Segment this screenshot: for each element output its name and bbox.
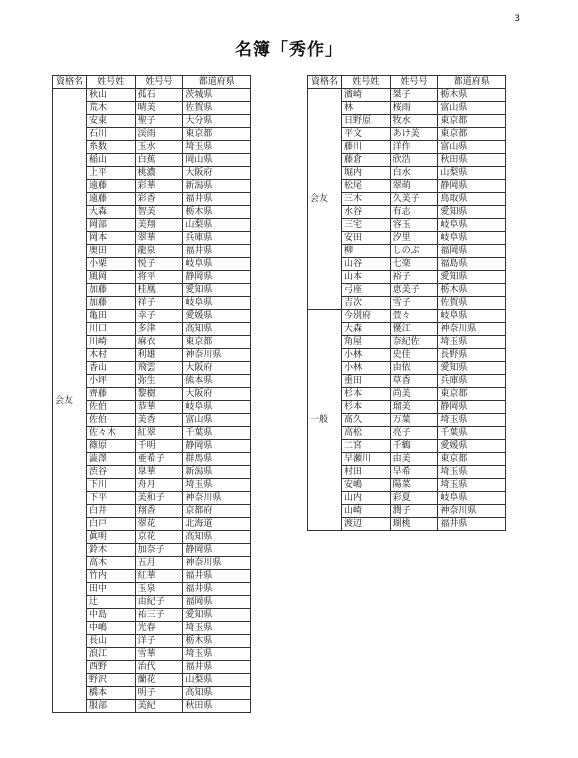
surname-cell: 安田 — [341, 232, 390, 245]
given-name-cell: 早希 — [390, 466, 438, 479]
given-name-cell: 千明 — [135, 440, 183, 453]
surname-cell: 髙久 — [341, 414, 390, 427]
prefecture-cell: 埼玉県 — [183, 648, 251, 661]
prefecture-cell: 栃木県 — [183, 635, 251, 648]
prefecture-cell: 静岡県 — [438, 180, 506, 193]
given-name-cell: 彩夏 — [390, 492, 438, 505]
surname-cell: 安東 — [86, 115, 135, 128]
prefecture-cell: 山梨県 — [438, 167, 506, 180]
surname-cell: 田中 — [86, 583, 135, 596]
given-name-cell: 亮子 — [390, 427, 438, 440]
surname-cell: 重田 — [341, 375, 390, 388]
given-name-cell: 紅翠 — [135, 427, 183, 440]
header-surname: 姓号姓 — [86, 76, 135, 89]
surname-cell: 澁澤 — [86, 453, 135, 466]
given-name-cell: 洋子 — [135, 635, 183, 648]
given-name-cell: 桃濃 — [135, 167, 183, 180]
surname-cell: 亀田 — [86, 310, 135, 323]
prefecture-cell: 福井県 — [183, 245, 251, 258]
given-name-cell: 桂凰 — [135, 284, 183, 297]
given-name-cell: 恭華 — [135, 401, 183, 414]
prefecture-cell: 高知県 — [183, 323, 251, 336]
given-name-cell: 美和子 — [135, 492, 183, 505]
surname-cell: 高木 — [86, 557, 135, 570]
surname-cell: 杉本 — [341, 388, 390, 401]
surname-cell: 竹内 — [86, 570, 135, 583]
given-name-cell: 美翔 — [135, 219, 183, 232]
prefecture-cell: 佐賀県 — [438, 297, 506, 310]
given-name-cell: 翠花 — [135, 518, 183, 531]
given-name-cell: 由美 — [390, 453, 438, 466]
header-prefecture: 都道府県 — [183, 76, 251, 89]
surname-cell: 眞明 — [86, 531, 135, 544]
given-name-cell: 祥子 — [135, 297, 183, 310]
surname-cell: 角屋 — [341, 336, 390, 349]
roster-table-right — [307, 75, 506, 531]
prefecture-cell: 高知県 — [183, 531, 251, 544]
given-name-cell: 麻衣 — [135, 336, 183, 349]
prefecture-cell: 京都府 — [183, 505, 251, 518]
given-name-cell: 幸子 — [135, 310, 183, 323]
prefecture-cell: 愛知県 — [183, 284, 251, 297]
surname-cell: 小林 — [341, 362, 390, 375]
prefecture-cell: 埼玉県 — [438, 336, 506, 349]
surname-cell: 糸数 — [86, 141, 135, 154]
given-name-cell: 翠華 — [135, 232, 183, 245]
given-name-cell: 奈紀佐 — [390, 336, 438, 349]
given-name-cell: しのぶ — [390, 245, 438, 258]
prefecture-cell: 神奈川県 — [183, 492, 251, 505]
given-name-cell: 舟月 — [135, 479, 183, 492]
given-name-cell: 光春 — [135, 622, 183, 635]
surname-cell: 三宅 — [341, 219, 390, 232]
surname-cell: 藤倉 — [341, 154, 390, 167]
qualification-cell: 一般 — [308, 310, 342, 531]
given-name-cell: 千鶴 — [390, 440, 438, 453]
given-name-cell: 多津 — [135, 323, 183, 336]
prefecture-cell: 神奈川県 — [438, 323, 506, 336]
given-name-cell: 桜雨 — [390, 102, 438, 115]
prefecture-cell: 東京都 — [183, 128, 251, 141]
given-name-cell: 皐華 — [135, 466, 183, 479]
prefecture-cell: 新潟県 — [183, 180, 251, 193]
given-name-cell: 牧水 — [390, 115, 438, 128]
surname-cell: 香山 — [86, 362, 135, 375]
prefecture-cell: 静岡県 — [183, 544, 251, 557]
given-name-cell: 白蕉 — [135, 154, 183, 167]
prefecture-cell: 神奈川県 — [183, 349, 251, 362]
prefecture-cell: 愛媛県 — [438, 440, 506, 453]
surname-cell: 佐伯 — [86, 414, 135, 427]
given-name-cell: 尚美 — [390, 388, 438, 401]
prefecture-cell: 岐阜県 — [438, 310, 506, 323]
prefecture-cell: 埼玉県 — [183, 141, 251, 154]
table-header-row — [53, 76, 251, 89]
given-name-cell: 明子 — [135, 687, 183, 700]
table-row — [53, 89, 251, 102]
given-name-cell: 有志 — [390, 206, 438, 219]
surname-cell: 高松 — [341, 427, 390, 440]
prefecture-cell: 愛知県 — [438, 271, 506, 284]
page-title: 名簿「秀作」 — [235, 40, 343, 60]
surname-cell: 荒木 — [86, 102, 135, 115]
prefecture-cell: 長野県 — [438, 349, 506, 362]
surname-cell: 橋本 — [86, 687, 135, 700]
surname-cell: 松尾 — [341, 180, 390, 193]
surname-cell: 川崎 — [86, 336, 135, 349]
surname-cell: 中嶋 — [86, 622, 135, 635]
surname-cell: 早瀬川 — [341, 453, 390, 466]
prefecture-cell: 岐阜県 — [438, 232, 506, 245]
prefecture-cell: 秋田県 — [438, 154, 506, 167]
prefecture-cell: 栃木県 — [438, 89, 506, 102]
given-name-cell: 優江 — [390, 323, 438, 336]
prefecture-cell: 山梨県 — [183, 219, 251, 232]
surname-cell: 平文 — [341, 128, 390, 141]
prefecture-cell: 千葉県 — [438, 427, 506, 440]
given-name-cell: 智美 — [135, 206, 183, 219]
prefecture-cell: 千葉県 — [183, 427, 251, 440]
prefecture-cell: 秋田県 — [183, 700, 251, 713]
given-name-cell: 玉水 — [135, 141, 183, 154]
prefecture-cell: 東京都 — [438, 453, 506, 466]
surname-cell: 今別府 — [341, 310, 390, 323]
prefecture-cell: 大阪府 — [183, 362, 251, 375]
surname-cell: 鈴木 — [86, 544, 135, 557]
surname-cell: 二宮 — [341, 440, 390, 453]
prefecture-cell: 富山県 — [183, 414, 251, 427]
surname-cell: 藤川 — [341, 141, 390, 154]
roster-table-left — [52, 75, 251, 713]
prefecture-cell: 鳥取県 — [438, 193, 506, 206]
prefecture-cell: 茨城県 — [183, 89, 251, 102]
given-name-cell: 龍泉 — [135, 245, 183, 258]
prefecture-cell: 埼玉県 — [438, 479, 506, 492]
prefecture-cell: 福井県 — [438, 518, 506, 531]
surname-cell: 日野原 — [341, 115, 390, 128]
surname-cell: 大森 — [86, 206, 135, 219]
prefecture-cell: 大阪府 — [183, 388, 251, 401]
prefecture-cell: 兵庫県 — [183, 232, 251, 245]
surname-cell: 長山 — [86, 635, 135, 648]
surname-cell: 遠藤 — [86, 193, 135, 206]
surname-cell: 岡本 — [86, 232, 135, 245]
prefecture-cell: 岐阜県 — [438, 492, 506, 505]
given-name-cell: 将平 — [135, 271, 183, 284]
surname-cell: 浪江 — [86, 648, 135, 661]
given-name-cell: 弥生 — [135, 375, 183, 388]
given-name-cell: 彩華 — [135, 180, 183, 193]
given-name-cell: 洋作 — [390, 141, 438, 154]
given-name-cell: 翠萌 — [390, 180, 438, 193]
given-name-cell: 潤子 — [390, 505, 438, 518]
qualification-cell: 会友 — [308, 89, 342, 310]
given-name-cell: 汐里 — [390, 232, 438, 245]
surname-cell: 佐伯 — [86, 401, 135, 414]
surname-cell: 山谷 — [341, 258, 390, 271]
prefecture-cell: 福井県 — [183, 661, 251, 674]
given-name-cell: 蘭花 — [135, 674, 183, 687]
surname-cell: 小坪 — [86, 375, 135, 388]
prefecture-cell: 岡山県 — [183, 154, 251, 167]
surname-cell: 渡辺 — [341, 518, 390, 531]
surname-cell: 弓座 — [341, 284, 390, 297]
given-name-cell: 万葉 — [390, 414, 438, 427]
given-name-cell: 久美子 — [390, 193, 438, 206]
surname-cell: 篠原 — [86, 440, 135, 453]
surname-cell: 秋山 — [86, 89, 135, 102]
prefecture-cell: 埼玉県 — [438, 414, 506, 427]
prefecture-cell: 福井県 — [183, 583, 251, 596]
given-name-cell: 飛雲 — [135, 362, 183, 375]
surname-cell: 中島 — [86, 609, 135, 622]
given-name-cell: 瑠美 — [390, 401, 438, 414]
prefecture-cell: 静岡県 — [438, 401, 506, 414]
given-name-cell: 白水 — [390, 167, 438, 180]
given-name-cell: 史佳 — [390, 349, 438, 362]
prefecture-cell: 兵庫県 — [438, 375, 506, 388]
prefecture-cell: 岐阜県 — [183, 297, 251, 310]
surname-cell: 渋谷 — [86, 466, 135, 479]
surname-cell: 山本 — [341, 271, 390, 284]
surname-cell: 堀内 — [341, 167, 390, 180]
surname-cell: 下川 — [86, 479, 135, 492]
surname-cell: 稲山 — [86, 154, 135, 167]
prefecture-cell: 愛媛県 — [183, 310, 251, 323]
qualification-cell: 会友 — [53, 89, 87, 713]
given-name-cell: 由依 — [390, 362, 438, 375]
given-name-cell: 欣浩 — [390, 154, 438, 167]
surname-cell: 遠藤 — [86, 180, 135, 193]
given-name-cell: 五月 — [135, 557, 183, 570]
prefecture-cell: 愛知県 — [183, 609, 251, 622]
surname-cell: 辻 — [86, 596, 135, 609]
given-name-cell: 美香 — [135, 414, 183, 427]
surname-cell: 野沢 — [86, 674, 135, 687]
header-prefecture: 都道府県 — [438, 76, 506, 89]
table-row — [308, 89, 506, 102]
given-name-cell: 容玉 — [390, 219, 438, 232]
surname-cell: 下平 — [86, 492, 135, 505]
given-name-cell: 桀子 — [390, 89, 438, 102]
prefecture-cell: 愛知県 — [438, 206, 506, 219]
prefecture-cell: 神奈川県 — [438, 505, 506, 518]
surname-cell: 上平 — [86, 167, 135, 180]
given-name-cell: 晴美 — [135, 102, 183, 115]
surname-cell: 小林 — [341, 349, 390, 362]
surname-cell: 山崎 — [341, 505, 390, 518]
prefecture-cell: 山梨県 — [183, 674, 251, 687]
prefecture-cell: 岐阜県 — [438, 219, 506, 232]
given-name-cell: 黎樹 — [135, 388, 183, 401]
given-name-cell: 聖子 — [135, 115, 183, 128]
prefecture-cell: 東京都 — [438, 388, 506, 401]
surname-cell: 白戸 — [86, 518, 135, 531]
prefecture-cell: 北海道 — [183, 518, 251, 531]
prefecture-cell: 埼玉県 — [183, 479, 251, 492]
given-name-cell: 祐三子 — [135, 609, 183, 622]
surname-cell: 水谷 — [341, 206, 390, 219]
prefecture-cell: 東京都 — [183, 336, 251, 349]
surname-cell: 安嶋 — [341, 479, 390, 492]
roster-body-left — [53, 89, 251, 713]
prefecture-cell: 福井県 — [183, 193, 251, 206]
prefecture-cell: 群馬県 — [183, 453, 251, 466]
given-name-cell: 加奈子 — [135, 544, 183, 557]
given-name-cell: 利雄 — [135, 349, 183, 362]
surname-cell: 林 — [341, 102, 390, 115]
given-name-cell: 恵美子 — [390, 284, 438, 297]
surname-cell: 佐々木 — [86, 427, 135, 440]
given-name-cell: 由紀子 — [135, 596, 183, 609]
header-surname: 姓号姓 — [341, 76, 390, 89]
surname-cell: 三木 — [341, 193, 390, 206]
given-name-cell: 彩香 — [135, 193, 183, 206]
header-qualification: 資格名 — [308, 76, 342, 89]
given-name-cell: 京花 — [135, 531, 183, 544]
header-given-name: 姓号号 — [135, 76, 183, 89]
given-name-cell: 渓雨 — [135, 128, 183, 141]
prefecture-cell: 埼玉県 — [438, 466, 506, 479]
prefecture-cell: 静岡県 — [183, 271, 251, 284]
given-name-cell: 美紀 — [135, 700, 183, 713]
surname-cell: 大森 — [341, 323, 390, 336]
prefecture-cell: 高知県 — [183, 687, 251, 700]
surname-cell: 木村 — [86, 349, 135, 362]
prefecture-cell: 佐賀県 — [183, 102, 251, 115]
surname-cell: 奥田 — [86, 245, 135, 258]
prefecture-cell: 福島県 — [438, 258, 506, 271]
given-name-cell: 翔香 — [135, 505, 183, 518]
surname-cell: 岡部 — [86, 219, 135, 232]
prefecture-cell: 福岡県 — [438, 245, 506, 258]
header-qualification: 資格名 — [53, 76, 87, 89]
given-name-cell: 悦子 — [135, 258, 183, 271]
given-name-cell: 草香 — [390, 375, 438, 388]
surname-cell: 柳 — [341, 245, 390, 258]
given-name-cell: 玉泉 — [135, 583, 183, 596]
surname-cell: 山内 — [341, 492, 390, 505]
prefecture-cell: 栃木県 — [438, 284, 506, 297]
given-name-cell: 治代 — [135, 661, 183, 674]
surname-cell: 石川 — [86, 128, 135, 141]
prefecture-cell: 富山県 — [438, 141, 506, 154]
prefecture-cell: 熊本県 — [183, 375, 251, 388]
surname-cell: 杉本 — [341, 401, 390, 414]
surname-cell: 西野 — [86, 661, 135, 674]
prefecture-cell: 大阪府 — [183, 167, 251, 180]
prefecture-cell: 岐阜県 — [183, 401, 251, 414]
prefecture-cell: 新潟県 — [183, 466, 251, 479]
roster-body-right — [308, 89, 506, 531]
prefecture-cell: 大分県 — [183, 115, 251, 128]
given-name-cell: 雪子 — [390, 297, 438, 310]
surname-cell: 濱崎 — [341, 89, 390, 102]
prefecture-cell: 愛知県 — [438, 362, 506, 375]
given-name-cell: 萱々 — [390, 310, 438, 323]
prefecture-cell: 東京都 — [438, 115, 506, 128]
surname-cell: 服部 — [86, 700, 135, 713]
given-name-cell: 孤石 — [135, 89, 183, 102]
prefecture-cell: 栃木県 — [183, 206, 251, 219]
given-name-cell: 亜希子 — [135, 453, 183, 466]
surname-cell: 川口 — [86, 323, 135, 336]
prefecture-cell: 岐阜県 — [183, 258, 251, 271]
surname-cell: 吉次 — [341, 297, 390, 310]
table-row — [308, 310, 506, 323]
prefecture-cell: 福岡県 — [183, 596, 251, 609]
page-number: 3 — [514, 14, 520, 24]
prefecture-cell: 東京都 — [438, 128, 506, 141]
surname-cell: 村田 — [341, 466, 390, 479]
prefecture-cell: 静岡県 — [183, 440, 251, 453]
given-name-cell: 裕子 — [390, 271, 438, 284]
table-header-row — [308, 76, 506, 89]
prefecture-cell: 神奈川県 — [183, 557, 251, 570]
prefecture-cell: 富山県 — [438, 102, 506, 115]
surname-cell: 風岡 — [86, 271, 135, 284]
given-name-cell: 紅華 — [135, 570, 183, 583]
surname-cell: 加藤 — [86, 284, 135, 297]
header-given-name: 姓号号 — [390, 76, 438, 89]
given-name-cell: 陽菜 — [390, 479, 438, 492]
surname-cell: 白井 — [86, 505, 135, 518]
prefecture-cell: 福井県 — [183, 570, 251, 583]
surname-cell: 齊藤 — [86, 388, 135, 401]
surname-cell: 小栗 — [86, 258, 135, 271]
given-name-cell: 雪華 — [135, 648, 183, 661]
given-name-cell: あけ美 — [390, 128, 438, 141]
given-name-cell: 七楽 — [390, 258, 438, 271]
given-name-cell: 瑚桃 — [390, 518, 438, 531]
surname-cell: 加藤 — [86, 297, 135, 310]
prefecture-cell: 埼玉県 — [183, 622, 251, 635]
